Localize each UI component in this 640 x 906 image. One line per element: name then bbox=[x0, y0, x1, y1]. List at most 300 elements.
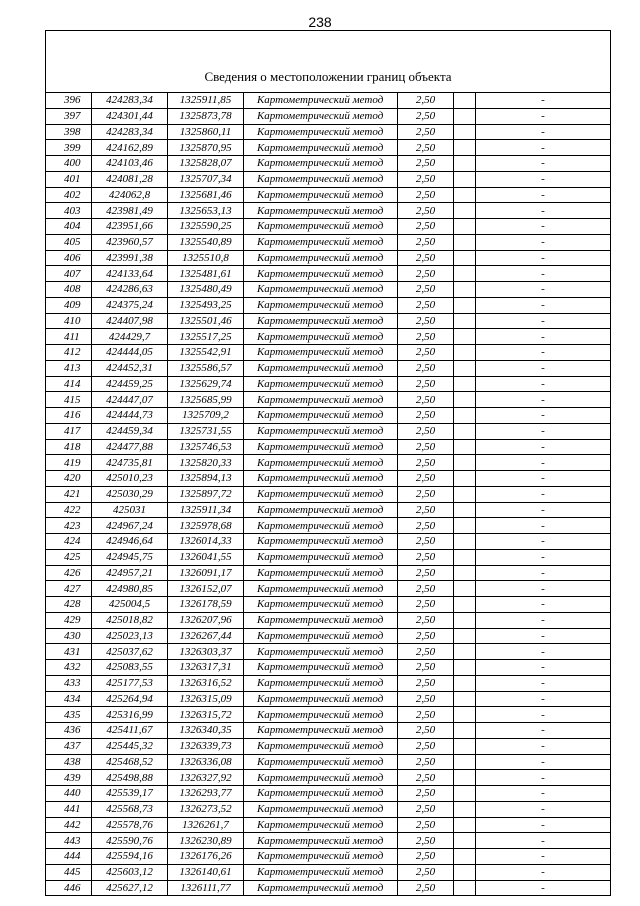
table-row bbox=[46, 187, 611, 203]
description-cell: - bbox=[476, 266, 611, 282]
empty-cell bbox=[454, 502, 476, 518]
empty-cell bbox=[454, 849, 476, 865]
table-row bbox=[46, 612, 611, 628]
y-coordinate-cell: 1325707,34 bbox=[168, 171, 244, 187]
accuracy-cell: 2,50 bbox=[398, 486, 454, 502]
accuracy-cell: 2,50 bbox=[398, 581, 454, 597]
empty-cell bbox=[454, 644, 476, 660]
point-number-cell: 425 bbox=[46, 549, 92, 565]
y-coordinate-cell: 1325911,85 bbox=[168, 93, 244, 109]
method-cell: Картометрический метод bbox=[244, 549, 398, 565]
x-coordinate-cell: 424957,21 bbox=[92, 565, 168, 581]
x-coordinate-cell: 425498,88 bbox=[92, 770, 168, 786]
x-coordinate-cell: 424735,81 bbox=[92, 455, 168, 471]
description-cell: - bbox=[476, 864, 611, 880]
table-row bbox=[46, 707, 611, 723]
method-cell: Картометрический метод bbox=[244, 770, 398, 786]
table-row bbox=[46, 266, 611, 282]
x-coordinate-cell: 424283,34 bbox=[92, 93, 168, 109]
method-cell: Картометрический метод bbox=[244, 691, 398, 707]
x-coordinate-cell: 425010,23 bbox=[92, 471, 168, 487]
x-coordinate-cell: 424286,63 bbox=[92, 282, 168, 298]
method-cell: Картометрический метод bbox=[244, 675, 398, 691]
description-cell: - bbox=[476, 423, 611, 439]
method-cell: Картометрический метод bbox=[244, 282, 398, 298]
accuracy-cell: 2,50 bbox=[398, 297, 454, 313]
method-cell: Картометрический метод bbox=[244, 124, 398, 140]
method-cell: Картометрический метод bbox=[244, 329, 398, 345]
accuracy-cell: 2,50 bbox=[398, 345, 454, 361]
point-number-cell: 430 bbox=[46, 628, 92, 644]
point-number-cell: 415 bbox=[46, 392, 92, 408]
accuracy-cell: 2,50 bbox=[398, 266, 454, 282]
y-coordinate-cell: 1326273,52 bbox=[168, 801, 244, 817]
empty-cell bbox=[454, 140, 476, 156]
x-coordinate-cell: 425468,52 bbox=[92, 754, 168, 770]
point-number-cell: 417 bbox=[46, 423, 92, 439]
description-cell: - bbox=[476, 203, 611, 219]
empty-cell bbox=[454, 691, 476, 707]
empty-cell bbox=[454, 108, 476, 124]
table-row bbox=[46, 723, 611, 739]
point-number-cell: 420 bbox=[46, 471, 92, 487]
caption-row bbox=[46, 62, 611, 93]
y-coordinate-cell: 1326336,08 bbox=[168, 754, 244, 770]
empty-cell bbox=[454, 455, 476, 471]
method-cell: Картометрический метод bbox=[244, 376, 398, 392]
x-coordinate-cell: 424162,89 bbox=[92, 140, 168, 156]
table-row bbox=[46, 754, 611, 770]
empty-cell bbox=[454, 754, 476, 770]
accuracy-cell: 2,50 bbox=[398, 423, 454, 439]
accuracy-cell: 2,50 bbox=[398, 140, 454, 156]
point-number-cell: 443 bbox=[46, 833, 92, 849]
accuracy-cell: 2,50 bbox=[398, 565, 454, 581]
empty-cell bbox=[454, 675, 476, 691]
method-cell: Картометрический метод bbox=[244, 219, 398, 235]
table-row bbox=[46, 880, 611, 896]
empty-cell bbox=[454, 266, 476, 282]
point-number-cell: 435 bbox=[46, 707, 92, 723]
empty-cell bbox=[454, 376, 476, 392]
table-row bbox=[46, 282, 611, 298]
x-coordinate-cell: 425594,16 bbox=[92, 849, 168, 865]
y-coordinate-cell: 1326317,31 bbox=[168, 660, 244, 676]
empty-cell bbox=[454, 392, 476, 408]
accuracy-cell: 2,50 bbox=[398, 880, 454, 896]
x-coordinate-cell: 424967,24 bbox=[92, 518, 168, 534]
description-cell: - bbox=[476, 660, 611, 676]
table-row bbox=[46, 392, 611, 408]
y-coordinate-cell: 1325481,61 bbox=[168, 266, 244, 282]
empty-cell bbox=[454, 423, 476, 439]
x-coordinate-cell: 424301,44 bbox=[92, 108, 168, 124]
table-row bbox=[46, 345, 611, 361]
table-row bbox=[46, 124, 611, 140]
point-number-cell: 405 bbox=[46, 234, 92, 250]
point-number-cell: 406 bbox=[46, 250, 92, 266]
empty-cell bbox=[454, 723, 476, 739]
x-coordinate-cell: 424375,24 bbox=[92, 297, 168, 313]
accuracy-cell: 2,50 bbox=[398, 628, 454, 644]
point-number-cell: 432 bbox=[46, 660, 92, 676]
point-number-cell: 441 bbox=[46, 801, 92, 817]
method-cell: Картометрический метод bbox=[244, 581, 398, 597]
empty-cell bbox=[454, 250, 476, 266]
method-cell: Картометрический метод bbox=[244, 597, 398, 613]
x-coordinate-cell: 424429,7 bbox=[92, 329, 168, 345]
x-coordinate-cell: 425316,99 bbox=[92, 707, 168, 723]
table-row bbox=[46, 644, 611, 660]
empty-cell bbox=[454, 738, 476, 754]
accuracy-cell: 2,50 bbox=[398, 124, 454, 140]
point-number-cell: 414 bbox=[46, 376, 92, 392]
empty-cell bbox=[454, 345, 476, 361]
accuracy-cell: 2,50 bbox=[398, 360, 454, 376]
table-row bbox=[46, 549, 611, 565]
y-coordinate-cell: 1325653,13 bbox=[168, 203, 244, 219]
method-cell: Картометрический метод bbox=[244, 817, 398, 833]
accuracy-cell: 2,50 bbox=[398, 187, 454, 203]
table-row bbox=[46, 360, 611, 376]
description-cell: - bbox=[476, 534, 611, 550]
y-coordinate-cell: 1326293,77 bbox=[168, 786, 244, 802]
empty-cell bbox=[454, 187, 476, 203]
method-cell: Картометрический метод bbox=[244, 140, 398, 156]
table-row bbox=[46, 93, 611, 109]
y-coordinate-cell: 1325828,07 bbox=[168, 156, 244, 172]
x-coordinate-cell: 425445,32 bbox=[92, 738, 168, 754]
description-cell: - bbox=[476, 880, 611, 896]
table-row bbox=[46, 565, 611, 581]
empty-cell bbox=[454, 313, 476, 329]
table-row bbox=[46, 313, 611, 329]
method-cell: Картометрический метод bbox=[244, 738, 398, 754]
empty-cell bbox=[454, 786, 476, 802]
description-cell: - bbox=[476, 313, 611, 329]
point-number-cell: 399 bbox=[46, 140, 92, 156]
method-cell: Картометрический метод bbox=[244, 408, 398, 424]
point-number-cell: 419 bbox=[46, 455, 92, 471]
table-row bbox=[46, 376, 611, 392]
table-row bbox=[46, 502, 611, 518]
accuracy-cell: 2,50 bbox=[398, 707, 454, 723]
y-coordinate-cell: 1325709,2 bbox=[168, 408, 244, 424]
description-cell: - bbox=[476, 644, 611, 660]
point-number-cell: 445 bbox=[46, 864, 92, 880]
empty-cell bbox=[454, 707, 476, 723]
x-coordinate-cell: 424444,05 bbox=[92, 345, 168, 361]
y-coordinate-cell: 1325681,46 bbox=[168, 187, 244, 203]
boundary-coordinates-table bbox=[45, 30, 611, 896]
y-coordinate-cell: 1326340,35 bbox=[168, 723, 244, 739]
table-row bbox=[46, 675, 611, 691]
point-number-cell: 426 bbox=[46, 565, 92, 581]
empty-cell bbox=[454, 801, 476, 817]
description-cell: - bbox=[476, 156, 611, 172]
accuracy-cell: 2,50 bbox=[398, 408, 454, 424]
accuracy-cell: 2,50 bbox=[398, 534, 454, 550]
point-number-cell: 437 bbox=[46, 738, 92, 754]
table-row bbox=[46, 817, 611, 833]
point-number-cell: 416 bbox=[46, 408, 92, 424]
point-number-cell: 398 bbox=[46, 124, 92, 140]
method-cell: Картометрический метод bbox=[244, 93, 398, 109]
y-coordinate-cell: 1326230,89 bbox=[168, 833, 244, 849]
method-cell: Картометрический метод bbox=[244, 203, 398, 219]
x-coordinate-cell: 424444,73 bbox=[92, 408, 168, 424]
x-coordinate-cell: 424459,25 bbox=[92, 376, 168, 392]
table-row bbox=[46, 486, 611, 502]
y-coordinate-cell: 1325820,33 bbox=[168, 455, 244, 471]
accuracy-cell: 2,50 bbox=[398, 597, 454, 613]
y-coordinate-cell: 1326339,73 bbox=[168, 738, 244, 754]
x-coordinate-cell: 424283,34 bbox=[92, 124, 168, 140]
empty-cell bbox=[454, 864, 476, 880]
accuracy-cell: 2,50 bbox=[398, 471, 454, 487]
y-coordinate-cell: 1325894,13 bbox=[168, 471, 244, 487]
accuracy-cell: 2,50 bbox=[398, 219, 454, 235]
accuracy-cell: 2,50 bbox=[398, 455, 454, 471]
point-number-cell: 402 bbox=[46, 187, 92, 203]
table-row bbox=[46, 801, 611, 817]
table-row bbox=[46, 833, 611, 849]
accuracy-cell: 2,50 bbox=[398, 786, 454, 802]
method-cell: Картометрический метод bbox=[244, 486, 398, 502]
accuracy-cell: 2,50 bbox=[398, 738, 454, 754]
description-cell: - bbox=[476, 392, 611, 408]
x-coordinate-cell: 424946,64 bbox=[92, 534, 168, 550]
accuracy-cell: 2,50 bbox=[398, 612, 454, 628]
description-cell: - bbox=[476, 408, 611, 424]
table-row bbox=[46, 738, 611, 754]
point-number-cell: 446 bbox=[46, 880, 92, 896]
method-cell: Картометрический метод bbox=[244, 534, 398, 550]
x-coordinate-cell: 424103,46 bbox=[92, 156, 168, 172]
point-number-cell: 396 bbox=[46, 93, 92, 109]
method-cell: Картометрический метод bbox=[244, 187, 398, 203]
point-number-cell: 411 bbox=[46, 329, 92, 345]
table-row bbox=[46, 108, 611, 124]
empty-cell bbox=[454, 880, 476, 896]
x-coordinate-cell: 424945,75 bbox=[92, 549, 168, 565]
y-coordinate-cell: 1326327,92 bbox=[168, 770, 244, 786]
method-cell: Картометрический метод bbox=[244, 707, 398, 723]
description-cell: - bbox=[476, 754, 611, 770]
point-number-cell: 439 bbox=[46, 770, 92, 786]
x-coordinate-cell: 425578,76 bbox=[92, 817, 168, 833]
empty-cell bbox=[454, 124, 476, 140]
table-row bbox=[46, 534, 611, 550]
method-cell: Картометрический метод bbox=[244, 250, 398, 266]
y-coordinate-cell: 1325540,89 bbox=[168, 234, 244, 250]
y-coordinate-cell: 1326315,09 bbox=[168, 691, 244, 707]
y-coordinate-cell: 1325897,72 bbox=[168, 486, 244, 502]
y-coordinate-cell: 1325586,57 bbox=[168, 360, 244, 376]
method-cell: Картометрический метод bbox=[244, 171, 398, 187]
point-number-cell: 424 bbox=[46, 534, 92, 550]
description-cell: - bbox=[476, 250, 611, 266]
table-row bbox=[46, 329, 611, 345]
empty-cell bbox=[454, 770, 476, 786]
description-cell: - bbox=[476, 770, 611, 786]
description-cell: - bbox=[476, 549, 611, 565]
accuracy-cell: 2,50 bbox=[398, 439, 454, 455]
accuracy-cell: 2,50 bbox=[398, 754, 454, 770]
point-number-cell: 397 bbox=[46, 108, 92, 124]
y-coordinate-cell: 1326176,26 bbox=[168, 849, 244, 865]
method-cell: Картометрический метод bbox=[244, 628, 398, 644]
point-number-cell: 434 bbox=[46, 691, 92, 707]
y-coordinate-cell: 1326041,55 bbox=[168, 549, 244, 565]
y-coordinate-cell: 1325860,11 bbox=[168, 124, 244, 140]
accuracy-cell: 2,50 bbox=[398, 518, 454, 534]
x-coordinate-cell: 425627,12 bbox=[92, 880, 168, 896]
x-coordinate-cell: 425590,76 bbox=[92, 833, 168, 849]
accuracy-cell: 2,50 bbox=[398, 864, 454, 880]
y-coordinate-cell: 1325978,68 bbox=[168, 518, 244, 534]
y-coordinate-cell: 1325501,46 bbox=[168, 313, 244, 329]
method-cell: Картометрический метод bbox=[244, 754, 398, 770]
table-row bbox=[46, 581, 611, 597]
point-number-cell: 442 bbox=[46, 817, 92, 833]
x-coordinate-cell: 425004,5 bbox=[92, 597, 168, 613]
description-cell: - bbox=[476, 738, 611, 754]
y-coordinate-cell: 1325590,25 bbox=[168, 219, 244, 235]
method-cell: Картометрический метод bbox=[244, 234, 398, 250]
y-coordinate-cell: 1325685,99 bbox=[168, 392, 244, 408]
point-number-cell: 403 bbox=[46, 203, 92, 219]
y-coordinate-cell: 1325870,95 bbox=[168, 140, 244, 156]
accuracy-cell: 2,50 bbox=[398, 203, 454, 219]
empty-cell bbox=[454, 833, 476, 849]
x-coordinate-cell: 425031 bbox=[92, 502, 168, 518]
empty-cell bbox=[454, 93, 476, 109]
table-row bbox=[46, 786, 611, 802]
accuracy-cell: 2,50 bbox=[398, 723, 454, 739]
x-coordinate-cell: 424980,85 bbox=[92, 581, 168, 597]
table-row bbox=[46, 408, 611, 424]
description-cell: - bbox=[476, 786, 611, 802]
method-cell: Картометрический метод bbox=[244, 801, 398, 817]
empty-cell bbox=[454, 581, 476, 597]
point-number-cell: 423 bbox=[46, 518, 92, 534]
point-number-cell: 404 bbox=[46, 219, 92, 235]
header-spacer-row bbox=[46, 31, 611, 63]
accuracy-cell: 2,50 bbox=[398, 675, 454, 691]
x-coordinate-cell: 425264,94 bbox=[92, 691, 168, 707]
x-coordinate-cell: 424133,64 bbox=[92, 266, 168, 282]
x-coordinate-cell: 424447,07 bbox=[92, 392, 168, 408]
empty-cell bbox=[454, 219, 476, 235]
empty-cell bbox=[454, 565, 476, 581]
description-cell: - bbox=[476, 455, 611, 471]
description-cell: - bbox=[476, 187, 611, 203]
accuracy-cell: 2,50 bbox=[398, 691, 454, 707]
method-cell: Картометрический метод bbox=[244, 786, 398, 802]
point-number-cell: 429 bbox=[46, 612, 92, 628]
x-coordinate-cell: 423991,38 bbox=[92, 250, 168, 266]
x-coordinate-cell: 423981,49 bbox=[92, 203, 168, 219]
table-row bbox=[46, 691, 611, 707]
x-coordinate-cell: 423951,66 bbox=[92, 219, 168, 235]
accuracy-cell: 2,50 bbox=[398, 549, 454, 565]
point-number-cell: 421 bbox=[46, 486, 92, 502]
y-coordinate-cell: 1326207,96 bbox=[168, 612, 244, 628]
y-coordinate-cell: 1325911,34 bbox=[168, 502, 244, 518]
point-number-cell: 407 bbox=[46, 266, 92, 282]
method-cell: Картометрический метод bbox=[244, 313, 398, 329]
table-row bbox=[46, 439, 611, 455]
point-number-cell: 413 bbox=[46, 360, 92, 376]
table-row bbox=[46, 518, 611, 534]
table-row bbox=[46, 471, 611, 487]
empty-cell bbox=[454, 628, 476, 644]
x-coordinate-cell: 425568,73 bbox=[92, 801, 168, 817]
x-coordinate-cell: 424477,88 bbox=[92, 439, 168, 455]
x-coordinate-cell: 425411,67 bbox=[92, 723, 168, 739]
accuracy-cell: 2,50 bbox=[398, 234, 454, 250]
accuracy-cell: 2,50 bbox=[398, 156, 454, 172]
header-spacer-cell bbox=[46, 31, 611, 63]
description-cell: - bbox=[476, 108, 611, 124]
y-coordinate-cell: 1326091,17 bbox=[168, 565, 244, 581]
point-number-cell: 401 bbox=[46, 171, 92, 187]
description-cell: - bbox=[476, 723, 611, 739]
method-cell: Картометрический метод bbox=[244, 644, 398, 660]
empty-cell bbox=[454, 549, 476, 565]
description-cell: - bbox=[476, 628, 611, 644]
method-cell: Картометрический метод bbox=[244, 266, 398, 282]
table-row bbox=[46, 770, 611, 786]
description-cell: - bbox=[476, 439, 611, 455]
description-cell: - bbox=[476, 612, 611, 628]
description-cell: - bbox=[476, 707, 611, 723]
empty-cell bbox=[454, 282, 476, 298]
empty-cell bbox=[454, 408, 476, 424]
x-coordinate-cell: 425083,55 bbox=[92, 660, 168, 676]
description-cell: - bbox=[476, 801, 611, 817]
accuracy-cell: 2,50 bbox=[398, 171, 454, 187]
y-coordinate-cell: 1325731,55 bbox=[168, 423, 244, 439]
point-number-cell: 431 bbox=[46, 644, 92, 660]
y-coordinate-cell: 1325510,8 bbox=[168, 250, 244, 266]
accuracy-cell: 2,50 bbox=[398, 833, 454, 849]
description-cell: - bbox=[476, 833, 611, 849]
accuracy-cell: 2,50 bbox=[398, 849, 454, 865]
description-cell: - bbox=[476, 329, 611, 345]
x-coordinate-cell: 425177,53 bbox=[92, 675, 168, 691]
accuracy-cell: 2,50 bbox=[398, 817, 454, 833]
y-coordinate-cell: 1326178,59 bbox=[168, 597, 244, 613]
y-coordinate-cell: 1326303,37 bbox=[168, 644, 244, 660]
description-cell: - bbox=[476, 234, 611, 250]
description-cell: - bbox=[476, 282, 611, 298]
description-cell: - bbox=[476, 471, 611, 487]
empty-cell bbox=[454, 817, 476, 833]
method-cell: Картометрический метод bbox=[244, 455, 398, 471]
method-cell: Картометрический метод bbox=[244, 518, 398, 534]
y-coordinate-cell: 1325480,49 bbox=[168, 282, 244, 298]
point-number-cell: 410 bbox=[46, 313, 92, 329]
empty-cell bbox=[454, 297, 476, 313]
table-row bbox=[46, 171, 611, 187]
y-coordinate-cell: 1326111,77 bbox=[168, 880, 244, 896]
table-row bbox=[46, 219, 611, 235]
description-cell: - bbox=[476, 518, 611, 534]
y-coordinate-cell: 1325629,74 bbox=[168, 376, 244, 392]
point-number-cell: 428 bbox=[46, 597, 92, 613]
